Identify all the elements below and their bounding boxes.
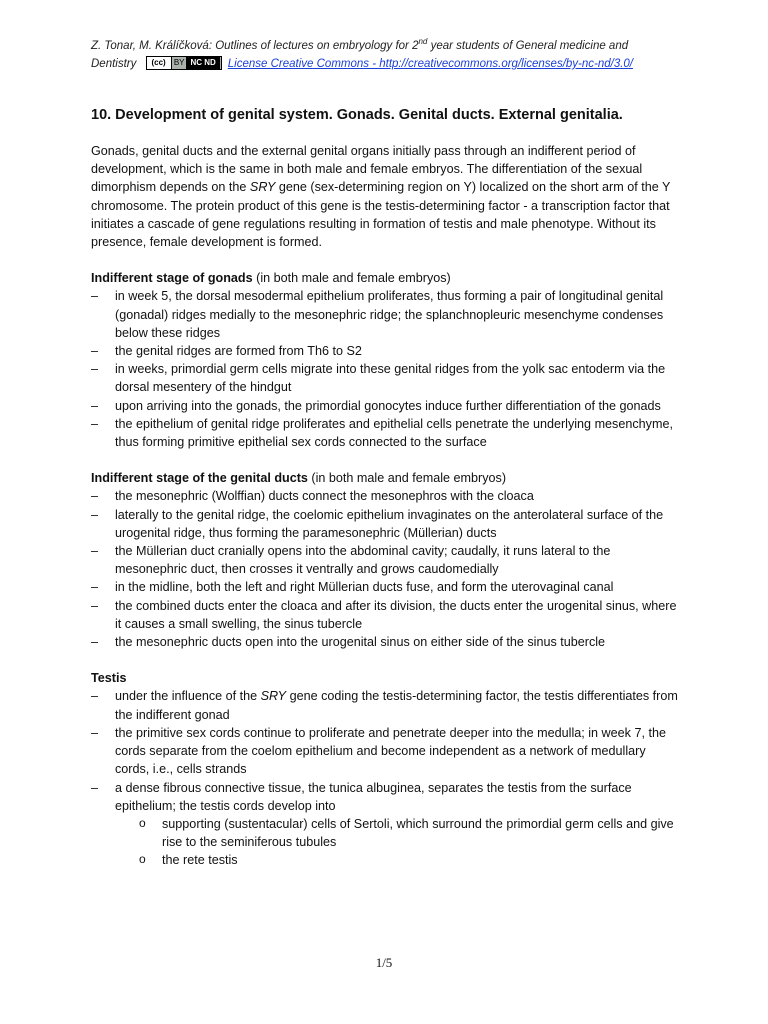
bullet-list — [91, 487, 683, 651]
list-item: – the Müllerian duct cranially opens into the abdominal cavity; caudally, it runs lateral to the mesonephric duct, then crosses it ventrally and grows caudomedially — [91, 542, 683, 578]
document-title: 10. Development of genital system. Gonads. Genital ducts. External genitalia. — [91, 107, 623, 123]
section-heading — [91, 469, 683, 487]
testis-item3: a dense fibrous connective tissue, the tunica albuginea, separates the testis from the surface epithelium; the testis cords develop into — [115, 780, 632, 813]
section-heading-bold: Indifferent stage of gonads — [91, 271, 253, 286]
testis-item1-c: gene coding the testis-determining factor, the testis differentiates from the indifferent gonad — [115, 689, 678, 722]
list-item: – in weeks, primordial germ cells migrate into these genital ridges from the yolk sac entoderm via the dorsal mesentery of the hindgut — [91, 360, 683, 396]
cc-license-badge-icon[interactable] — [146, 56, 222, 70]
section-heading-note: (in both male and female embryos) — [252, 271, 451, 286]
testis-sry-gene: SRY — [260, 689, 287, 704]
license-link[interactable]: License Creative Commons - http://creativecommons.org/licenses/by-nc-nd/3.0/ — [227, 58, 634, 70]
intro-sry-gene: SRY — [249, 180, 276, 195]
section-heading-bold: Testis — [91, 671, 127, 686]
sub-bullet-list — [115, 815, 683, 870]
section-heading — [91, 669, 683, 687]
sub-list-item: o supporting (sustentacular) cells of Sertoli, which surround the primordial germ cells and give rise to the seminiferous tubules — [139, 815, 683, 851]
list-item: – the epithelium of genital ridge proliferates and epithelial cells penetrate the underlying mesenchyme, thus forming primitive epithelial sex cords connected to the surface — [91, 415, 683, 451]
list-item: – the mesonephric ducts open into the urogenital sinus on either side of the sinus tubercle — [91, 633, 683, 651]
list-item: – the combined ducts enter the cloaca and after its division, the ducts enter the urogenital sinus, where it causes a small swelling, the sinus tubercle — [91, 597, 683, 633]
header-authors: Z. Tonar, M. Králíčková: Outlines of lectures on embryology for 2 — [91, 40, 419, 52]
header-dentistry: Dentistry — [91, 58, 137, 70]
list-item: – in the midline, both the left and right Müllerian ducts fuse, and form the uterovaginal canal — [91, 578, 683, 596]
list-item: – upon arriving into the gonads, the primordial gonocytes induce further differentiation of the gonads — [91, 397, 683, 415]
header-superscript: nd — [418, 37, 428, 47]
header-course: year students of General medicine and — [427, 40, 629, 52]
section-indifferent-ducts — [91, 469, 683, 651]
document-body — [91, 142, 683, 888]
list-item — [91, 779, 683, 870]
page-header — [91, 37, 691, 73]
section-indifferent-gonads — [91, 269, 683, 451]
sub-list-item: o the rete testis — [139, 851, 683, 869]
list-item: – laterally to the genital ridge, the coelomic epithelium invaginates on the anterolateral surface of the urogenital ridge, thus forming the paramesonephric (Müllerian) ducts — [91, 506, 683, 542]
cc-badge-ncnd: NC ND — [186, 57, 219, 69]
cc-badge-by: BY — [173, 57, 185, 67]
section-testis — [91, 669, 683, 869]
section-heading-bold: Indifferent stage of the genital ducts — [91, 471, 308, 486]
intro-paragraph — [91, 142, 683, 251]
list-item: – in week 5, the dorsal mesodermal epithelium proliferates, thus forming a pair of longitudinal genital (gonadal) ridges medially to the mesonephric ridge; the splanchnopleuric mesenchyme condenses below these ridges — [91, 287, 683, 342]
testis-item1-a: under the influence of the — [115, 689, 261, 704]
list-item: – the primitive sex cords continue to proliferate and penetrate deeper into the medulla; in week 7, the cords separate from the coelom epithelium and become independent as a network of medullary cords, i.e., cells strands — [91, 724, 683, 779]
intro-text-2: gene (sex-determining region on Y) localized on the short arm of the Y chromosome. The protein product of this gene is the testis-determining factor - a transcription factor that initiates a cascade of gene regulations resulting in formation of testis and male phenotype. Without its presence, female development is formed. — [91, 180, 671, 250]
section-heading-note: (in both male and female embryos) — [307, 471, 507, 486]
section-heading — [91, 269, 683, 287]
bullet-list — [91, 287, 683, 451]
list-item — [91, 687, 683, 723]
cc-badge-cc: (cc) — [147, 57, 172, 69]
intro-text-1: Gonads, genital ducts and the external genital organs initially pass through an indifferent period of development, which is the same in both male and female embryos. The differentiation of the sexual dimorphism depends on the — [91, 144, 643, 195]
list-item: – the genital ridges are formed from Th6 to S2 — [91, 342, 683, 360]
page-number: 1/5 — [375, 955, 393, 970]
bullet-list — [91, 687, 683, 869]
list-item: – the mesonephric (Wolffian) ducts connect the mesonephros with the cloaca — [91, 487, 683, 505]
